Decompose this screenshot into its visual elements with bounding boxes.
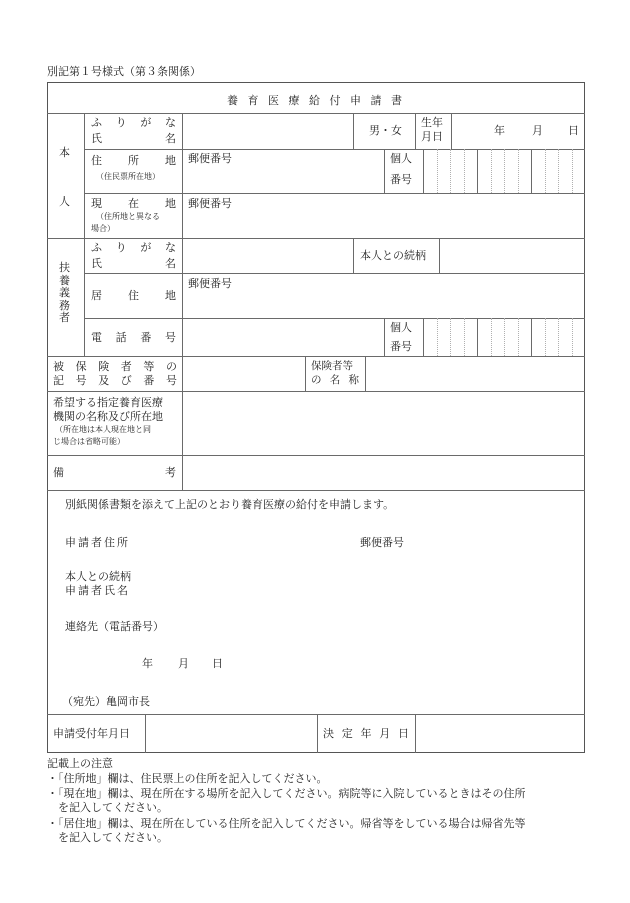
current-location-note-line1: （住所地と異なる	[96, 212, 160, 221]
birth-month-label: 月	[532, 124, 543, 137]
label-char: 者	[120, 360, 132, 373]
institution-note-line1: （所在地は本人現在地と同	[55, 425, 151, 434]
guardian-id-label-line2: 番号	[390, 340, 412, 353]
label-char: 等	[143, 360, 155, 373]
label-char: 号	[165, 374, 177, 387]
label-char: 保	[75, 360, 87, 373]
applicant-relation-label: 本人との続柄	[65, 570, 131, 583]
id-digit-cell[interactable]	[491, 318, 505, 356]
guardian-section-label: 扶養義務者	[59, 261, 70, 324]
guardian-id-label-line1: 個人	[390, 321, 412, 334]
birth-date-field[interactable]	[452, 114, 584, 149]
label-char: ふ	[91, 241, 102, 254]
guardian-relation-field[interactable]	[440, 239, 584, 273]
declaration-statement: 別紙関係書類を添えて上記のとおり養育医療の給付を申請します。	[65, 498, 395, 511]
label-char: 名	[165, 257, 176, 270]
id-digit-cell[interactable]	[545, 149, 559, 193]
label-char: 話	[115, 331, 127, 344]
institution-field[interactable]	[183, 392, 584, 455]
label-char: 被	[53, 360, 64, 373]
remarks-label-right: 考	[165, 466, 176, 479]
id-digit-cell[interactable]	[437, 318, 451, 356]
id-digit-cell[interactable]	[545, 318, 559, 356]
decision-date-label	[323, 728, 409, 739]
label-char: 号	[75, 374, 87, 387]
note-item: ・「住所地」欄は、住民票上の住所を記入してください。	[47, 772, 328, 785]
label-char: 地	[165, 289, 176, 302]
label-char: 地	[165, 197, 176, 210]
label-char: 番	[143, 374, 155, 387]
remarks-field[interactable]	[183, 456, 584, 490]
id-digit-cell[interactable]	[558, 318, 572, 356]
guardian-name-field[interactable]	[183, 239, 353, 273]
label-char: の	[311, 374, 322, 386]
form-title	[227, 92, 412, 108]
insured-number-field[interactable]	[183, 357, 305, 391]
label-char: 名	[329, 374, 341, 386]
birth-label-line2: 月日	[421, 130, 443, 143]
institution-label-line2: 機関の名称及び所在地	[53, 410, 163, 423]
received-date-label: 申請受付年月日	[53, 727, 130, 740]
addressee-label: （宛先）亀岡市長	[62, 695, 150, 708]
rule-decision-left	[317, 714, 318, 753]
address-postal-label: 郵便番号	[188, 152, 232, 165]
rule-sex-left	[353, 113, 354, 149]
guardian-phone-label	[91, 332, 176, 343]
label-char: が	[140, 116, 152, 129]
notes-heading: 記載上の注意	[47, 757, 113, 770]
label-char: 日	[398, 727, 409, 740]
application-date-day: 日	[212, 657, 223, 670]
applicant-name-label: 申請者氏名	[65, 584, 130, 597]
received-date-field[interactable]	[146, 715, 317, 753]
rule-insurer-left	[305, 356, 306, 391]
principal-id-number-grid[interactable]	[423, 149, 585, 193]
current-postal-label: 郵便番号	[188, 197, 232, 210]
decision-date-field[interactable]	[416, 715, 584, 753]
sex-selector[interactable]: 男・女	[369, 124, 402, 137]
label-char: な	[164, 241, 176, 254]
id-digit-cell[interactable]	[477, 318, 491, 356]
guardian-furigana-label	[91, 242, 176, 253]
rule-relation-left	[353, 238, 354, 273]
id-digit-cell[interactable]	[518, 149, 532, 193]
id-digit-cell[interactable]	[450, 318, 464, 356]
label-char: 居	[91, 289, 102, 302]
label-char: 険	[98, 360, 110, 373]
id-digit-cell[interactable]	[572, 318, 586, 356]
insurer-label-line1: 保険者等	[311, 360, 353, 372]
principal-section-label-bottom: 人	[59, 195, 70, 208]
address-note: （住民票所在地）	[96, 172, 160, 181]
insured-number-label-line2	[53, 375, 177, 386]
insurer-label-line2	[311, 375, 359, 386]
principal-section-label-top: 本	[59, 146, 70, 159]
label-char: 氏	[91, 132, 102, 145]
label-char: が	[140, 241, 152, 254]
label-char: 現	[91, 197, 102, 210]
principal-furigana-label	[91, 117, 176, 128]
birth-day-label: 日	[568, 124, 579, 137]
label-char: 電	[91, 331, 102, 344]
id-digit-cell[interactable]	[477, 149, 491, 193]
id-digit-cell[interactable]	[450, 149, 464, 193]
label-char: 所	[128, 154, 139, 167]
rule-birth-left	[415, 113, 416, 149]
guardian-id-number-grid[interactable]	[423, 318, 585, 356]
principal-id-label-line2: 番号	[390, 173, 412, 186]
id-digit-cell[interactable]	[531, 149, 545, 193]
label-char: ふ	[91, 116, 102, 129]
applicant-address-label: 申請者住所	[65, 536, 130, 549]
label-char: 決	[323, 727, 334, 740]
application-date-year: 年	[142, 657, 153, 670]
id-digit-cell[interactable]	[531, 318, 545, 356]
label-char: 定	[341, 727, 353, 740]
applicant-name-field[interactable]	[150, 566, 580, 600]
applicant-postal-label: 郵便番号	[360, 536, 404, 549]
note-item: を記入してください。	[47, 831, 168, 844]
current-location-label	[91, 198, 176, 209]
label-char: 名	[165, 132, 176, 145]
id-digit-cell[interactable]	[437, 149, 451, 193]
id-digit-cell[interactable]	[423, 149, 437, 193]
principal-address-field[interactable]	[183, 150, 383, 193]
form-title-text: 養育医療給付申請書	[227, 94, 412, 107]
label-char: り	[115, 241, 127, 254]
insurer-name-field[interactable]	[366, 357, 584, 391]
principal-id-label-line1: 個人	[390, 152, 412, 165]
label-char: の	[165, 360, 177, 373]
applicant-postal-field[interactable]	[415, 530, 580, 554]
label-char: 記	[53, 374, 64, 387]
contact-phone-label: 連絡先（電話番号）	[65, 620, 164, 633]
guardian-residence-field[interactable]	[183, 274, 584, 318]
label-char: 在	[128, 197, 139, 210]
label-char: 地	[165, 154, 176, 167]
label-char: 住	[91, 154, 102, 167]
rule-section-col	[84, 113, 85, 356]
application-date-month: 月	[178, 657, 189, 670]
note-item: を記入してください。	[47, 801, 168, 814]
label-char: 号	[164, 331, 176, 344]
id-digit-cell[interactable]	[558, 149, 572, 193]
label-char: 称	[348, 374, 359, 386]
guardian-relation-label: 本人との続柄	[360, 249, 426, 262]
principal-name-label	[91, 133, 176, 144]
rule-remarks-bottom	[47, 490, 585, 491]
id-digit-cell[interactable]	[504, 318, 518, 356]
address-label	[91, 155, 176, 166]
id-digit-cell[interactable]	[491, 149, 505, 193]
id-digit-cell[interactable]	[464, 318, 478, 356]
form-header-label: 別記第１号様式（第３条関係）	[47, 65, 201, 78]
guardian-phone-field[interactable]	[183, 319, 383, 356]
institution-label-line1: 希望する指定養育医療	[53, 396, 163, 409]
note-item: ・「現在地」欄は、現在所在する場所を記入してください。病院等に入院しているときはその住所	[47, 787, 526, 800]
label-char: 年	[360, 727, 372, 740]
id-digit-cell[interactable]	[423, 318, 437, 356]
remarks-label-left: 備	[53, 466, 64, 479]
label-char: な	[164, 116, 176, 129]
label-char: 番	[140, 331, 152, 344]
label-char: 及	[98, 374, 110, 387]
label-char: り	[115, 116, 127, 129]
guardian-residence-label	[91, 290, 176, 301]
label-char: び	[120, 374, 132, 387]
label-char: 住	[128, 289, 139, 302]
rule-principal-id-left	[384, 149, 385, 193]
current-location-field[interactable]	[183, 194, 584, 238]
label-char: 月	[379, 727, 391, 740]
birth-year-label: 年	[494, 124, 505, 137]
contact-phone-field[interactable]	[175, 614, 580, 638]
rule-guardian-id-left	[384, 318, 385, 356]
guardian-residence-postal-label: 郵便番号	[188, 277, 232, 290]
label-char: 氏	[91, 257, 102, 270]
insured-number-label-line1	[53, 361, 177, 372]
applicant-address-field[interactable]	[150, 530, 350, 554]
id-digit-cell[interactable]	[504, 149, 518, 193]
note-item: ・「居住地」欄は、現在所在している住所を記入してください。帰省等をしている場合は帰省先等	[47, 817, 526, 830]
id-digit-cell[interactable]	[464, 149, 478, 193]
id-digit-cell[interactable]	[518, 318, 532, 356]
current-location-note-line2: 場合）	[91, 224, 115, 233]
guardian-name-label	[91, 258, 176, 269]
principal-name-field[interactable]	[183, 114, 353, 149]
institution-note-line2: じ場合は省略可能）	[53, 437, 125, 446]
birth-label-line1: 生年	[421, 116, 443, 129]
id-digit-cell[interactable]	[572, 149, 586, 193]
